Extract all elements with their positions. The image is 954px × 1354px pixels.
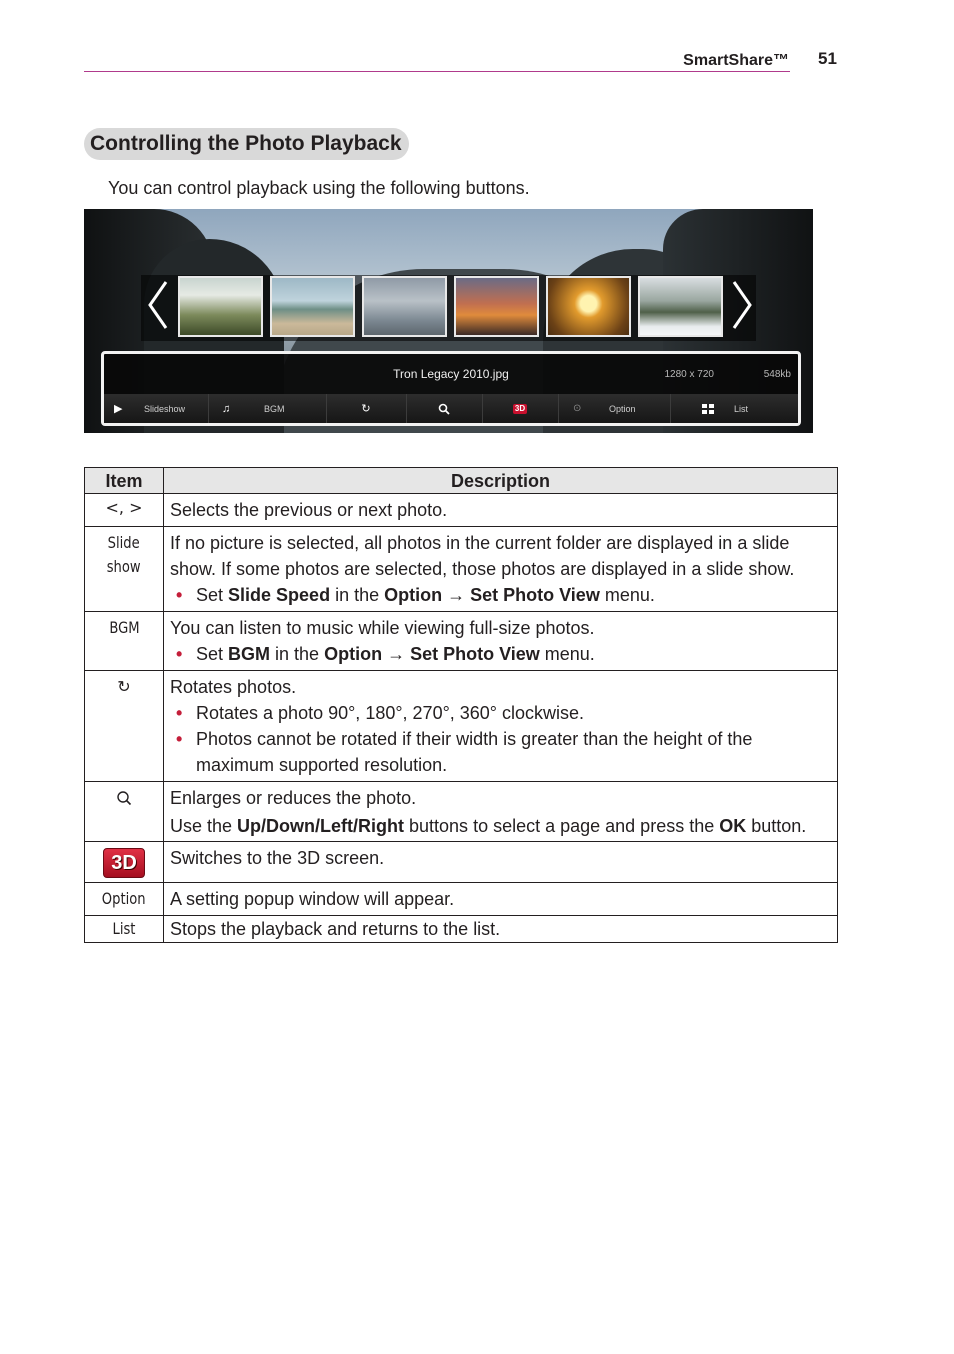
description-cell: Stops the playback and returns to the list. <box>164 916 838 943</box>
section-title: Controlling the Photo Playback <box>84 128 409 160</box>
table-row <box>85 782 838 842</box>
description-cell: Enlarges or reduces the photo. Use the Up/Down/Left/Right buttons to select a page and press the OK button. <box>164 782 838 842</box>
slideshow-item-label: Slide show <box>107 533 141 576</box>
description-cell: Rotates photos. • Rotates a photo 90°, 180°, 270°, 360° clockwise. • Photos cannot be rotated if their width is greater than the height of the maximum supported resolution. <box>164 671 838 782</box>
list-button[interactable] <box>670 394 798 423</box>
table-row <box>85 916 838 943</box>
3d-button[interactable] <box>482 394 559 423</box>
zoom-button[interactable] <box>406 394 483 423</box>
item-cell <box>85 782 164 842</box>
list-grid-icon <box>682 404 734 414</box>
photo-dimensions: 1280 x 720 <box>664 369 714 380</box>
item-column-header: Item <box>85 468 164 494</box>
photo-thumbnail[interactable] <box>546 276 631 337</box>
3d-icon: 3D <box>514 403 526 413</box>
photo-thumbnail[interactable] <box>454 276 539 337</box>
bgm-item-label: BGM <box>108 618 140 637</box>
description-cell: Selects the previous or next photo. <box>164 494 838 527</box>
bgm-button[interactable] <box>208 394 327 423</box>
previous-arrow-icon[interactable] <box>146 279 170 331</box>
description-cell: Switches to the 3D screen. <box>164 842 838 883</box>
option-label: Option <box>609 403 636 414</box>
prev-next-symbols: <, > <box>105 498 143 517</box>
3d-icon: 3D <box>103 848 145 878</box>
slideshow-label: Slideshow <box>144 403 186 414</box>
photo-thumbnail[interactable] <box>638 276 723 337</box>
description-cell: You can listen to music while viewing full-size photos. • Set BGM in the Option → Set Photo View menu. <box>164 612 838 671</box>
item-cell <box>85 916 164 943</box>
photo-thumbnail[interactable] <box>178 276 263 337</box>
option-button[interactable] <box>558 394 671 423</box>
list-item: • Photos cannot be rotated if their width is greater than the height of the maximum supported resolution. <box>170 726 831 778</box>
table-row <box>85 842 838 883</box>
table-row <box>85 883 838 916</box>
description-cell: A setting popup window will appear. <box>164 883 838 916</box>
option-icon: ⊙ <box>573 403 582 414</box>
next-arrow-icon[interactable] <box>730 279 754 331</box>
photo-thumbnail[interactable] <box>362 276 447 337</box>
rotate-button[interactable] <box>326 394 407 423</box>
description-cell: If no picture is selected, all photos in the current folder are displayed in a slide show. If some photos are selected, those photos are displayed in a slide show. • Set Slide Speed in the Option → Set Photo View menu. <box>164 527 838 612</box>
bgm-label: BGM <box>264 403 285 414</box>
header-section-name: SmartShare™ <box>683 52 789 69</box>
item-cell <box>85 883 164 916</box>
photo-filename: Tron Legacy 2010.jpg <box>393 367 509 381</box>
list-label: List <box>734 403 749 414</box>
photo-thumbnail[interactable] <box>270 276 355 337</box>
photo-filesize: 548kb <box>763 369 791 380</box>
table-row <box>85 612 838 671</box>
table-row <box>85 671 838 782</box>
item-cell <box>85 671 164 782</box>
slideshow-button[interactable] <box>104 394 209 423</box>
music-note-icon: ♫ <box>222 402 231 415</box>
option-item-label: Option <box>102 889 146 908</box>
button-description-table <box>84 467 838 943</box>
table-row <box>85 527 838 612</box>
play-icon: ▶ <box>114 403 123 415</box>
rotate-icon: ↻ <box>117 677 131 696</box>
list-item: • Set Slide Speed in the Option → Set Photo View menu. <box>170 582 831 608</box>
page-number: 51 <box>818 49 837 68</box>
description-column-header: Description <box>164 468 838 494</box>
playback-control-panel <box>101 351 801 426</box>
list-item: • Rotates a photo 90°, 180°, 270°, 360° clockwise. <box>170 700 831 726</box>
list-item-label: List <box>112 919 136 938</box>
table-header-row <box>85 468 838 494</box>
header-rule <box>84 71 790 72</box>
list-item: • Set BGM in the Option → Set Photo View menu. <box>170 641 831 667</box>
item-cell <box>85 612 164 671</box>
item-cell <box>85 842 164 883</box>
rotate-icon: ↻ <box>361 403 371 415</box>
control-bar <box>104 394 798 423</box>
intro-text: You can control playback using the following buttons. <box>108 178 530 198</box>
photo-playback-screenshot <box>84 209 813 433</box>
item-cell <box>85 527 164 612</box>
magnifier-icon <box>438 403 450 415</box>
magnifier-icon <box>116 790 132 806</box>
item-cell <box>85 494 164 527</box>
table-row <box>85 494 838 527</box>
